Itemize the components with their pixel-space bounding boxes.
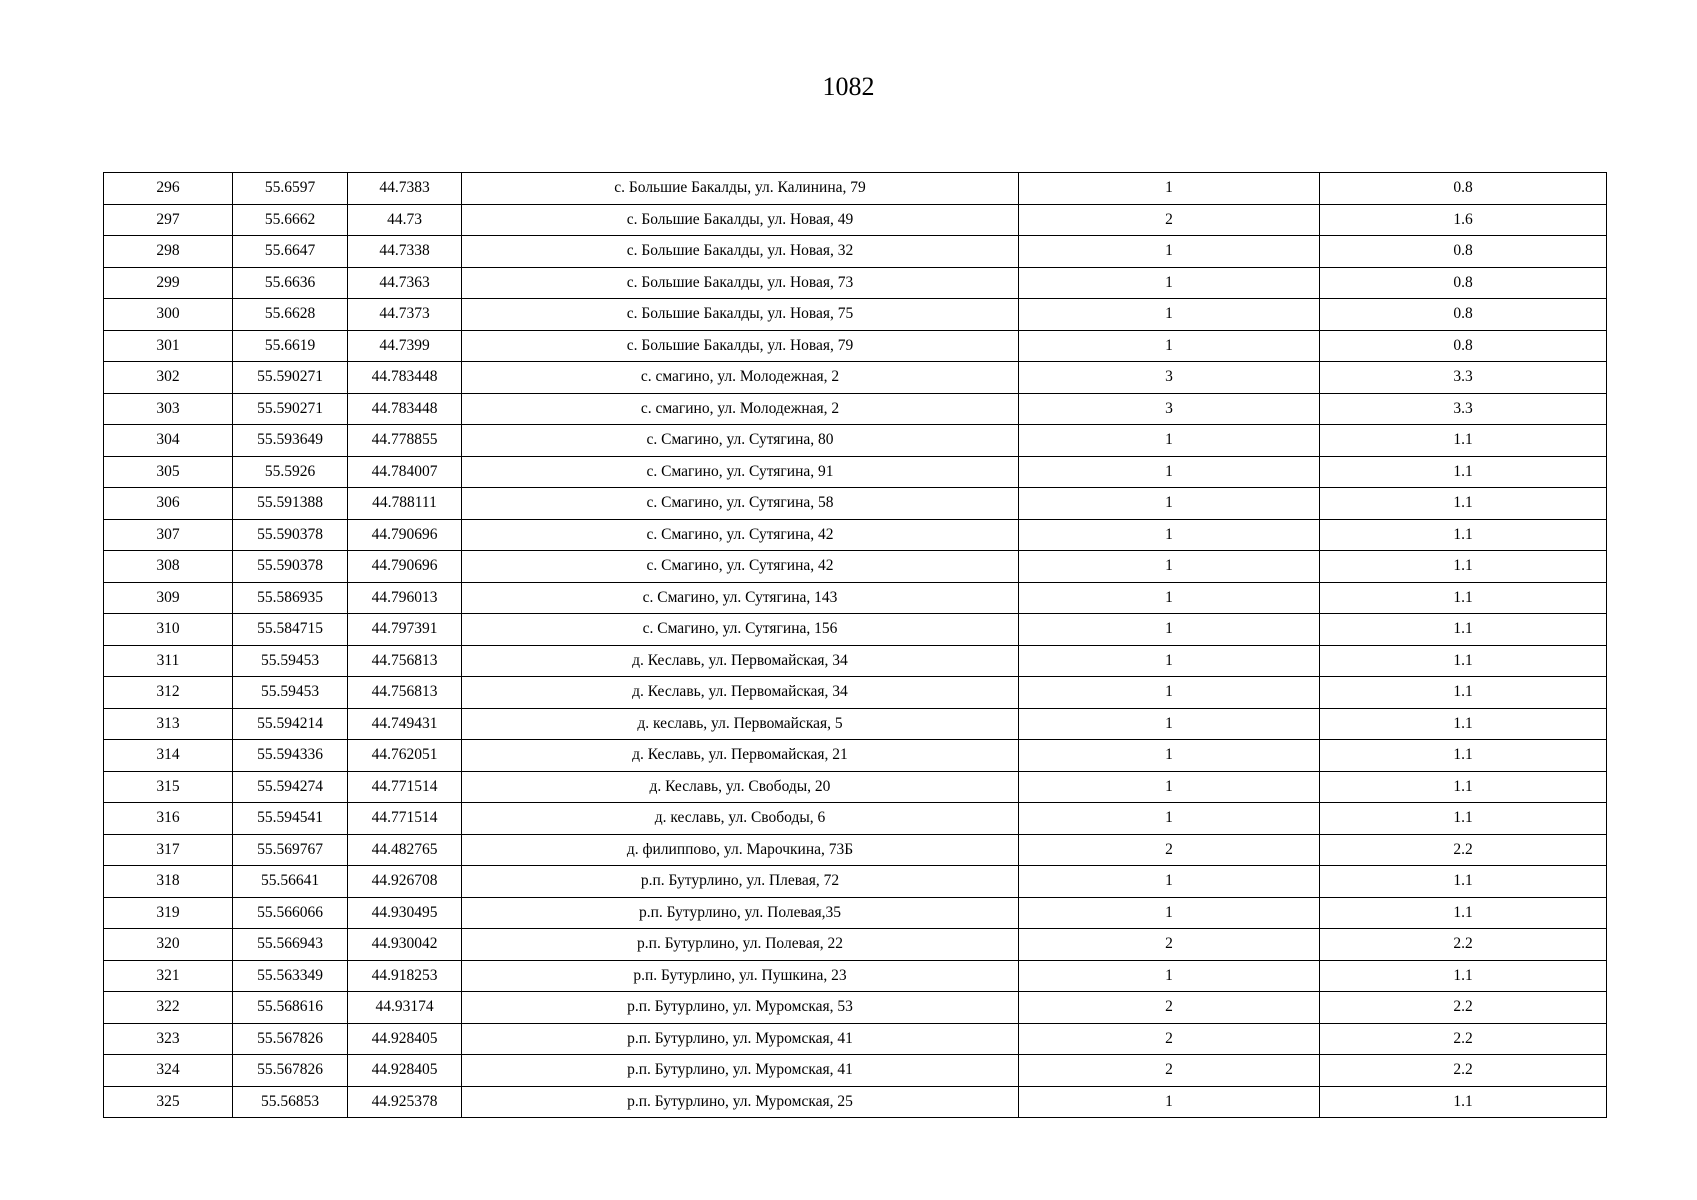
quantity-cell: 3 [1019,393,1320,425]
row-number-cell: 323 [104,1023,233,1055]
row-number-cell: 301 [104,330,233,362]
longitude-cell: 44.926708 [348,866,462,898]
row-number-cell: 317 [104,834,233,866]
longitude-cell: 44.771514 [348,771,462,803]
table-row [104,834,1607,866]
value-cell: 1.1 [1320,519,1607,551]
quantity-cell: 1 [1019,677,1320,709]
address-cell: с. Большие Бакалды, ул. Новая, 49 [462,204,1019,236]
quantity-cell: 1 [1019,960,1320,992]
value-cell: 3.3 [1320,393,1607,425]
row-number-cell: 312 [104,677,233,709]
row-number-cell: 320 [104,929,233,961]
quantity-cell: 1 [1019,551,1320,583]
address-cell: р.п. Бутурлино, ул. Полевая,35 [462,897,1019,929]
table-row [104,645,1607,677]
value-cell: 1.1 [1320,960,1607,992]
longitude-cell: 44.93174 [348,992,462,1024]
value-cell: 1.1 [1320,803,1607,835]
quantity-cell: 1 [1019,771,1320,803]
table-row [104,582,1607,614]
quantity-cell: 1 [1019,708,1320,740]
address-cell: с. Смагино, ул. Сутягина, 91 [462,456,1019,488]
quantity-cell: 2 [1019,204,1320,236]
address-cell: д. Кеславь, ул. Первомайская, 34 [462,677,1019,709]
longitude-cell: 44.756813 [348,677,462,709]
address-cell: с. Смагино, ул. Сутягина, 156 [462,614,1019,646]
latitude-cell: 55.6619 [233,330,348,362]
row-number-cell: 313 [104,708,233,740]
address-cell: д. кеславь, ул. Свободы, 6 [462,803,1019,835]
latitude-cell: 55.566943 [233,929,348,961]
row-number-cell: 308 [104,551,233,583]
quantity-cell: 1 [1019,425,1320,457]
longitude-cell: 44.778855 [348,425,462,457]
value-cell: 1.1 [1320,866,1607,898]
value-cell: 1.1 [1320,645,1607,677]
longitude-cell: 44.796013 [348,582,462,614]
address-cell: р.п. Бутурлино, ул. Муромская, 25 [462,1086,1019,1118]
quantity-cell: 1 [1019,330,1320,362]
quantity-cell: 1 [1019,866,1320,898]
row-number-cell: 314 [104,740,233,772]
address-cell: д. Кеславь, ул. Первомайская, 21 [462,740,1019,772]
value-cell: 2.2 [1320,1055,1607,1087]
quantity-cell: 3 [1019,362,1320,394]
table-row [104,488,1607,520]
table-row [104,803,1607,835]
address-cell: с. Большие Бакалды, ул. Новая, 79 [462,330,1019,362]
quantity-cell: 1 [1019,645,1320,677]
table-row [104,1023,1607,1055]
table-row [104,708,1607,740]
longitude-cell: 44.928405 [348,1023,462,1055]
quantity-cell: 1 [1019,519,1320,551]
table-row [104,771,1607,803]
table-row [104,960,1607,992]
latitude-cell: 55.5926 [233,456,348,488]
quantity-cell: 1 [1019,1086,1320,1118]
value-cell: 2.2 [1320,929,1607,961]
value-cell: 1.1 [1320,708,1607,740]
latitude-cell: 55.594214 [233,708,348,740]
longitude-cell: 44.928405 [348,1055,462,1087]
table-row [104,992,1607,1024]
table-row [104,173,1607,205]
value-cell: 1.1 [1320,897,1607,929]
table-row [104,740,1607,772]
quantity-cell: 1 [1019,173,1320,205]
latitude-cell: 55.56853 [233,1086,348,1118]
row-number-cell: 306 [104,488,233,520]
row-number-cell: 298 [104,236,233,268]
table-row [104,456,1607,488]
longitude-cell: 44.771514 [348,803,462,835]
latitude-cell: 55.590378 [233,519,348,551]
table-row [104,393,1607,425]
address-cell: р.п. Бутурлино, ул. Пушкина, 23 [462,960,1019,992]
address-cell: р.п. Бутурлино, ул. Полевая, 22 [462,929,1019,961]
value-cell: 1.6 [1320,204,1607,236]
longitude-cell: 44.790696 [348,519,462,551]
address-cell: р.п. Бутурлино, ул. Муромская, 41 [462,1023,1019,1055]
value-cell: 1.1 [1320,582,1607,614]
latitude-cell: 55.59453 [233,645,348,677]
longitude-cell: 44.925378 [348,1086,462,1118]
table-row [104,330,1607,362]
quantity-cell: 1 [1019,299,1320,331]
value-cell: 3.3 [1320,362,1607,394]
table-row [104,677,1607,709]
quantity-cell: 2 [1019,1055,1320,1087]
longitude-cell: 44.7338 [348,236,462,268]
longitude-cell: 44.7399 [348,330,462,362]
row-number-cell: 300 [104,299,233,331]
latitude-cell: 55.594336 [233,740,348,772]
latitude-cell: 55.56641 [233,866,348,898]
latitude-cell: 55.567826 [233,1023,348,1055]
table-body [104,173,1607,1118]
value-cell: 1.1 [1320,740,1607,772]
longitude-cell: 44.7383 [348,173,462,205]
value-cell: 2.2 [1320,1023,1607,1055]
quantity-cell: 1 [1019,236,1320,268]
quantity-cell: 1 [1019,614,1320,646]
table-row [104,425,1607,457]
table-row [104,236,1607,268]
value-cell: 0.8 [1320,330,1607,362]
longitude-cell: 44.930042 [348,929,462,961]
latitude-cell: 55.6597 [233,173,348,205]
row-number-cell: 305 [104,456,233,488]
address-cell: р.п. Бутурлино, ул. Муромская, 41 [462,1055,1019,1087]
latitude-cell: 55.591388 [233,488,348,520]
quantity-cell: 1 [1019,803,1320,835]
value-cell: 0.8 [1320,299,1607,331]
table-row [104,519,1607,551]
address-cell: р.п. Бутурлино, ул. Плевая, 72 [462,866,1019,898]
value-cell: 0.8 [1320,173,1607,205]
row-number-cell: 310 [104,614,233,646]
address-cell: д. кеславь, ул. Первомайская, 5 [462,708,1019,740]
address-cell: д. Кеславь, ул. Первомайская, 34 [462,645,1019,677]
table-row [104,362,1607,394]
latitude-cell: 55.594541 [233,803,348,835]
latitude-cell: 55.6636 [233,267,348,299]
table-row [104,1086,1607,1118]
quantity-cell: 2 [1019,992,1320,1024]
table-row [104,267,1607,299]
value-cell: 1.1 [1320,614,1607,646]
value-cell: 1.1 [1320,456,1607,488]
data-table [103,172,1607,1118]
latitude-cell: 55.6662 [233,204,348,236]
address-cell: с. Большие Бакалды, ул. Калинина, 79 [462,173,1019,205]
table-row [104,1055,1607,1087]
longitude-cell: 44.7373 [348,299,462,331]
address-cell: д. Кеславь, ул. Свободы, 20 [462,771,1019,803]
address-cell: р.п. Бутурлино, ул. Муромская, 53 [462,992,1019,1024]
row-number-cell: 318 [104,866,233,898]
latitude-cell: 55.568616 [233,992,348,1024]
latitude-cell: 55.593649 [233,425,348,457]
quantity-cell: 2 [1019,929,1320,961]
table-row [104,614,1607,646]
value-cell: 0.8 [1320,236,1607,268]
longitude-cell: 44.762051 [348,740,462,772]
row-number-cell: 302 [104,362,233,394]
address-cell: с. Смагино, ул. Сутягина, 58 [462,488,1019,520]
quantity-cell: 1 [1019,267,1320,299]
quantity-cell: 2 [1019,1023,1320,1055]
latitude-cell: 55.584715 [233,614,348,646]
table-row [104,897,1607,929]
longitude-cell: 44.783448 [348,393,462,425]
quantity-cell: 1 [1019,582,1320,614]
longitude-cell: 44.73 [348,204,462,236]
table-row [104,866,1607,898]
row-number-cell: 303 [104,393,233,425]
address-cell: с. Смагино, ул. Сутягина, 80 [462,425,1019,457]
longitude-cell: 44.7363 [348,267,462,299]
longitude-cell: 44.918253 [348,960,462,992]
value-cell: 2.2 [1320,834,1607,866]
latitude-cell: 55.590378 [233,551,348,583]
latitude-cell: 55.590271 [233,393,348,425]
row-number-cell: 325 [104,1086,233,1118]
latitude-cell: 55.594274 [233,771,348,803]
address-cell: с. Большие Бакалды, ул. Новая, 32 [462,236,1019,268]
latitude-cell: 55.590271 [233,362,348,394]
row-number-cell: 304 [104,425,233,457]
table-row [104,551,1607,583]
address-cell: с. смагино, ул. Молодежная, 2 [462,362,1019,394]
value-cell: 2.2 [1320,992,1607,1024]
table-row [104,204,1607,236]
longitude-cell: 44.788111 [348,488,462,520]
longitude-cell: 44.790696 [348,551,462,583]
longitude-cell: 44.783448 [348,362,462,394]
row-number-cell: 316 [104,803,233,835]
value-cell: 1.1 [1320,1086,1607,1118]
row-number-cell: 297 [104,204,233,236]
longitude-cell: 44.482765 [348,834,462,866]
latitude-cell: 55.569767 [233,834,348,866]
value-cell: 1.1 [1320,677,1607,709]
longitude-cell: 44.756813 [348,645,462,677]
value-cell: 0.8 [1320,267,1607,299]
latitude-cell: 55.566066 [233,897,348,929]
row-number-cell: 311 [104,645,233,677]
address-cell: д. филиппово, ул. Марочкина, 73Б [462,834,1019,866]
latitude-cell: 55.586935 [233,582,348,614]
row-number-cell: 307 [104,519,233,551]
value-cell: 1.1 [1320,488,1607,520]
longitude-cell: 44.930495 [348,897,462,929]
row-number-cell: 299 [104,267,233,299]
row-number-cell: 324 [104,1055,233,1087]
quantity-cell: 1 [1019,897,1320,929]
address-cell: с. смагино, ул. Молодежная, 2 [462,393,1019,425]
latitude-cell: 55.59453 [233,677,348,709]
longitude-cell: 44.749431 [348,708,462,740]
longitude-cell: 44.784007 [348,456,462,488]
value-cell: 1.1 [1320,425,1607,457]
quantity-cell: 1 [1019,456,1320,488]
row-number-cell: 319 [104,897,233,929]
address-cell: с. Смагино, ул. Сутягина, 42 [462,519,1019,551]
address-cell: с. Большие Бакалды, ул. Новая, 73 [462,267,1019,299]
latitude-cell: 55.6628 [233,299,348,331]
row-number-cell: 321 [104,960,233,992]
row-number-cell: 309 [104,582,233,614]
address-cell: с. Смагино, ул. Сутягина, 143 [462,582,1019,614]
value-cell: 1.1 [1320,771,1607,803]
table-row [104,299,1607,331]
longitude-cell: 44.797391 [348,614,462,646]
quantity-cell: 2 [1019,834,1320,866]
address-cell: с. Смагино, ул. Сутягина, 42 [462,551,1019,583]
row-number-cell: 296 [104,173,233,205]
latitude-cell: 55.6647 [233,236,348,268]
latitude-cell: 55.567826 [233,1055,348,1087]
row-number-cell: 315 [104,771,233,803]
address-cell: с. Большие Бакалды, ул. Новая, 75 [462,299,1019,331]
quantity-cell: 1 [1019,488,1320,520]
page-number: 1082 [822,72,875,101]
quantity-cell: 1 [1019,740,1320,772]
value-cell: 1.1 [1320,551,1607,583]
latitude-cell: 55.563349 [233,960,348,992]
table-row [104,929,1607,961]
row-number-cell: 322 [104,992,233,1024]
